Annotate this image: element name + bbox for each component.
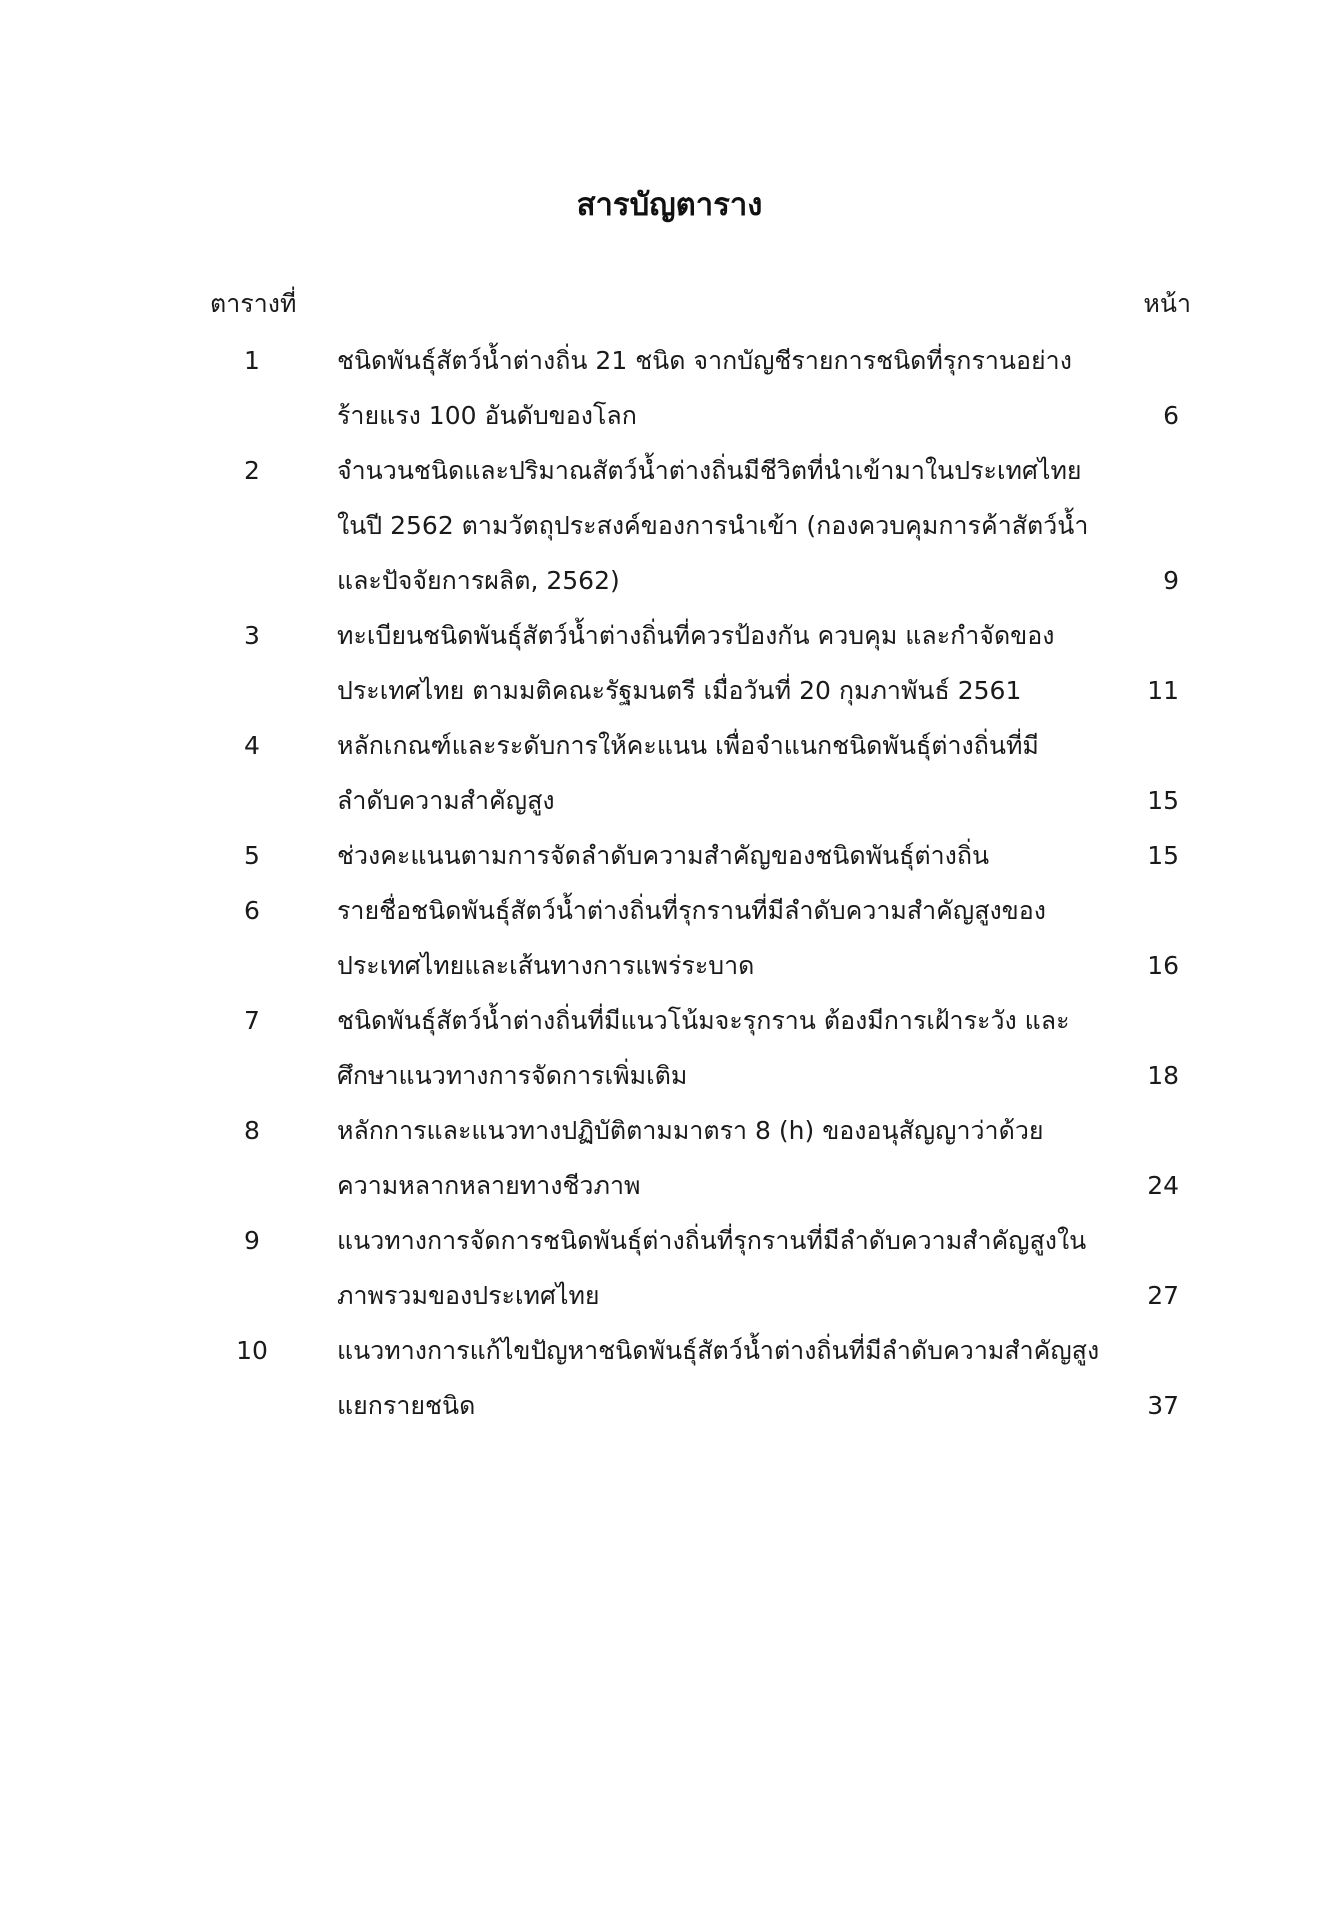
toc-entry xyxy=(0,1323,1339,1433)
toc-entry-number: 4 xyxy=(244,731,260,760)
toc-entry xyxy=(0,993,1339,1103)
toc-entry-page-number: 16 xyxy=(1147,951,1179,980)
toc-entry xyxy=(0,828,1339,883)
toc-entry-title-line: แนวทางการแก้ไขปัญหาชนิดพันธุ์สัตว์น้ำต่างถิ่นที่มีลำดับความสำคัญสูง xyxy=(337,1336,1100,1365)
toc-entry-page-number: 11 xyxy=(1147,676,1179,705)
toc-entry-title xyxy=(337,883,1107,993)
toc-entry-title-line: ลำดับความสำคัญสูง xyxy=(337,786,555,815)
toc-entry xyxy=(0,718,1339,828)
toc-entry xyxy=(0,883,1339,993)
toc-entry-number: 9 xyxy=(244,1226,260,1255)
toc-entry-title-line: ช่วงคะแนนตามการจัดลำดับความสำคัญของชนิดพันธุ์ต่างถิ่น xyxy=(337,841,990,870)
column-header-table-number: ตารางที่ xyxy=(210,289,297,318)
toc-entry-title xyxy=(337,1213,1107,1323)
page-title: สารบัญตาราง xyxy=(576,187,763,223)
toc-entry-page-number: 9 xyxy=(1163,566,1179,595)
toc-entry-title xyxy=(337,333,1107,443)
toc-entry-title-line: หลักการและแนวทางปฏิบัติตามมาตรา 8 (h) ของอนุสัญญาว่าด้วย xyxy=(337,1116,1044,1145)
toc-entry-title-line: ชนิดพันธุ์สัตว์น้ำต่างถิ่นที่มีแนวโน้มจะรุกราน ต้องมีการเฝ้าระวัง และ xyxy=(337,1006,1070,1035)
toc-entry-title xyxy=(337,608,1107,718)
toc-entry-page-number: 24 xyxy=(1147,1171,1179,1200)
toc-entry xyxy=(0,1103,1339,1213)
toc-entry-title-line: ศึกษาแนวทางการจัดการเพิ่มเติม xyxy=(337,1061,688,1090)
toc-entry-number: 2 xyxy=(244,456,260,485)
toc-entry-page-number: 15 xyxy=(1147,786,1179,815)
toc-entry-title-line: และปัจจัยการผลิต, 2562) xyxy=(337,566,620,595)
toc-entry-title xyxy=(337,718,1107,828)
toc-entry xyxy=(0,443,1339,608)
toc-entry-page-number: 18 xyxy=(1147,1061,1179,1090)
table-of-contents-list xyxy=(0,333,1339,1433)
toc-entry-page-number: 37 xyxy=(1147,1391,1179,1420)
toc-entry xyxy=(0,1213,1339,1323)
toc-entry-page-number: 15 xyxy=(1147,841,1179,870)
column-header-page: หน้า xyxy=(1143,289,1191,318)
toc-entry-title xyxy=(337,993,1107,1103)
toc-entry-title-line: ชนิดพันธุ์สัตว์น้ำต่างถิ่น 21 ชนิด จากบัญชีรายการชนิดที่รุกรานอย่าง xyxy=(337,346,1072,375)
toc-entry-number: 5 xyxy=(244,841,260,870)
toc-entry-number: 6 xyxy=(244,896,260,925)
toc-entry-title-line: ประเทศไทยและเส้นทางการแพร่ระบาด xyxy=(337,951,755,980)
toc-entry xyxy=(0,608,1339,718)
toc-entry xyxy=(0,333,1339,443)
toc-entry-title-line: ในปี 2562 ตามวัตถุประสงค์ของการนำเข้า (กองควบคุมการค้าสัตว์น้ำ xyxy=(337,511,1089,540)
toc-entry-title-line: ประเทศไทย ตามมติคณะรัฐมนตรี เมื่อวันที่ 20 กุมภาพันธ์ 2561 xyxy=(337,676,1022,705)
toc-entry-title xyxy=(337,828,1107,883)
toc-entry-title-line: จำนวนชนิดและปริมาณสัตว์น้ำต่างถิ่นมีชีวิตที่นำเข้ามาในประเทศไทย xyxy=(337,456,1082,485)
toc-entry-title-line: หลักเกณฑ์และระดับการให้คะแนน เพื่อจำแนกชนิดพันธุ์ต่างถิ่นที่มี xyxy=(337,731,1039,760)
toc-entry-number: 7 xyxy=(244,1006,260,1035)
toc-entry-page-number: 27 xyxy=(1147,1281,1179,1310)
toc-entry-title-line: ทะเบียนชนิดพันธุ์สัตว์น้ำต่างถิ่นที่ควรป้องกัน ควบคุม และกำจัดของ xyxy=(337,621,1055,650)
toc-entry-title-line: แยกรายชนิด xyxy=(337,1391,476,1420)
toc-entry-number: 1 xyxy=(244,346,260,375)
toc-entry-title xyxy=(337,1323,1107,1433)
toc-entry-title-line: แนวทางการจัดการชนิดพันธุ์ต่างถิ่นที่รุกรานที่มีลำดับความสำคัญสูงใน xyxy=(337,1226,1087,1255)
toc-entry-number: 3 xyxy=(244,621,260,650)
toc-entry-title xyxy=(337,1103,1107,1213)
toc-entry-title-line: ร้ายแรง 100 อันดับของโลก xyxy=(337,401,637,430)
toc-entry-number: 8 xyxy=(244,1116,260,1145)
toc-entry-title-line: ความหลากหลายทางชีวภาพ xyxy=(337,1171,641,1200)
toc-entry-title-line: ภาพรวมของประเทศไทย xyxy=(337,1281,600,1310)
toc-entry-title-line: รายชื่อชนิดพันธุ์สัตว์น้ำต่างถิ่นที่รุกรานที่มีลำดับความสำคัญสูงของ xyxy=(337,896,1046,925)
toc-entry-title xyxy=(337,443,1107,608)
toc-entry-number: 10 xyxy=(236,1336,268,1365)
toc-entry-page-number: 6 xyxy=(1163,401,1179,430)
